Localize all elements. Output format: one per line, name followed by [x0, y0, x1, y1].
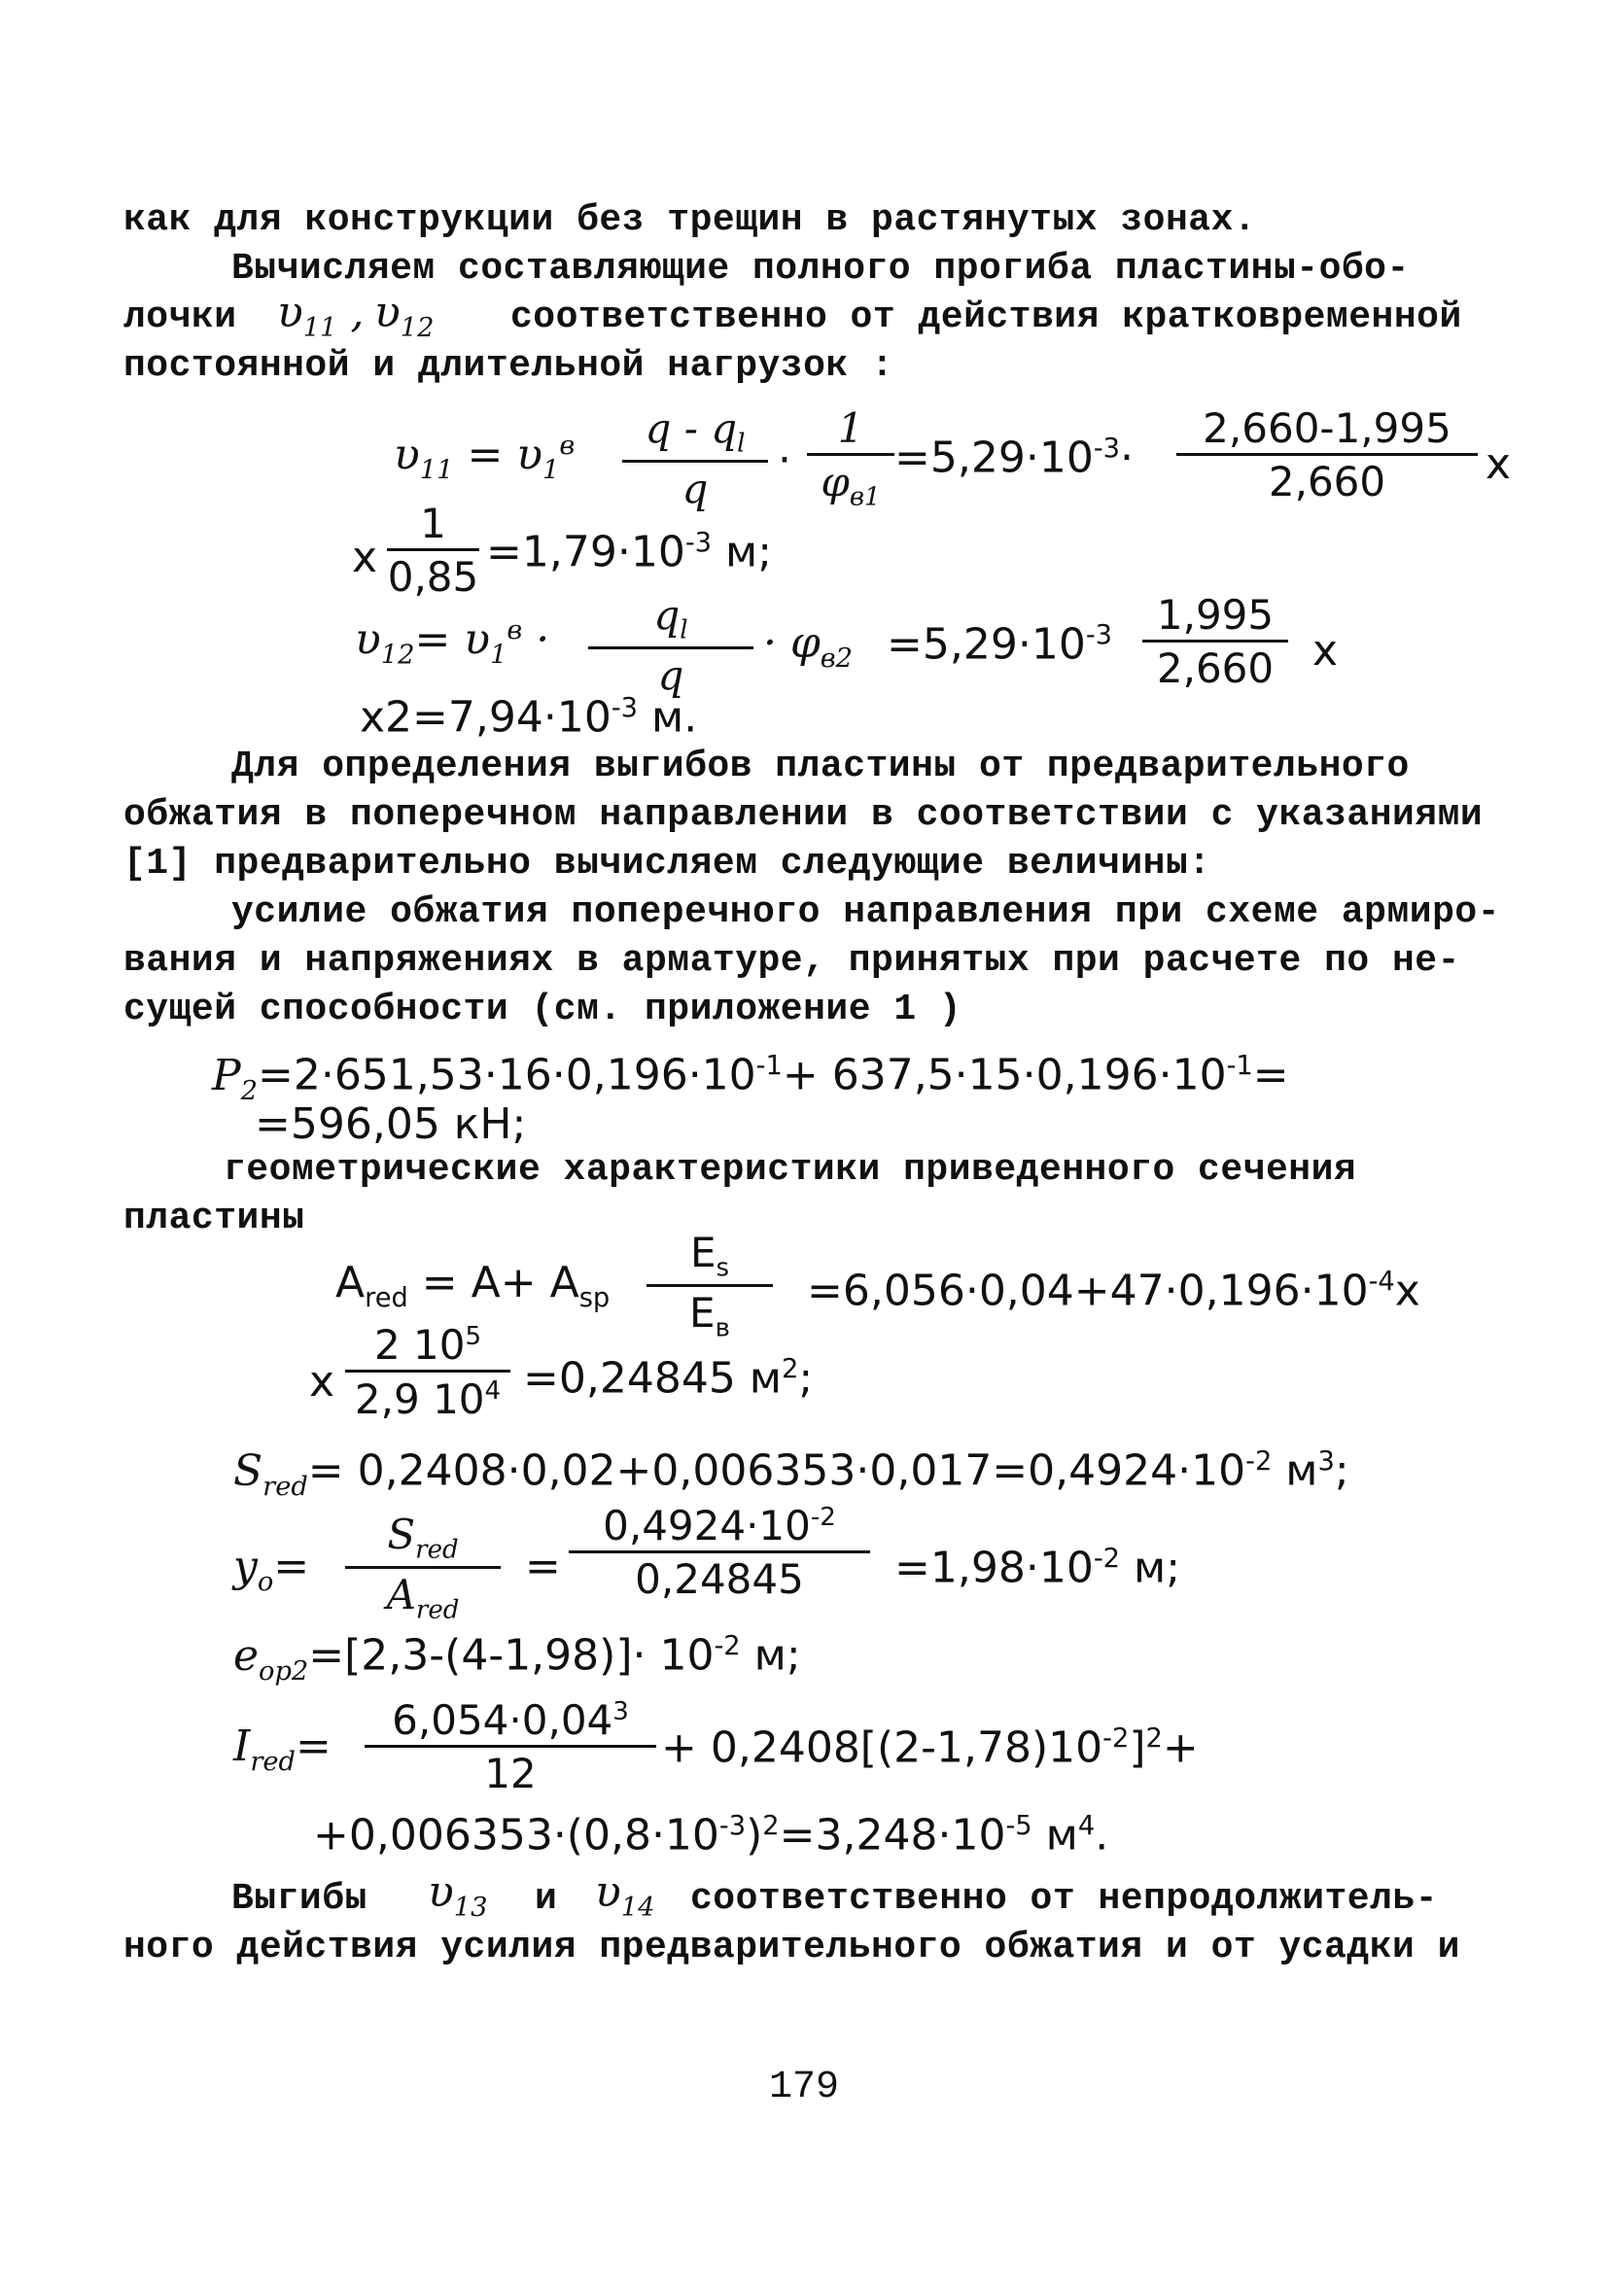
- equation-value: $=1,98\cdot 10^{-2}$ м;: [894, 1543, 1181, 1593]
- fraction: $\frac{q_l}{q}$: [588, 595, 753, 696]
- fraction: $\frac{6,054\cdot 0,04^3}{12}$: [365, 1699, 656, 1794]
- symbol-v13: $\upsilon_{13}$: [428, 1867, 488, 1923]
- equation-value: + $0,2408[(2-1,78)10^{-2}]^2+$: [661, 1722, 1199, 1773]
- text-line: постоянной и длительной нагрузок :: [123, 345, 894, 387]
- equation-result: =596,05 кН;: [255, 1099, 527, 1149]
- equation-lhs: $\upsilon_{12}= \upsilon_1^в$ ·: [355, 614, 550, 671]
- text-line: геометрические характеристики приведенного сечения: [224, 1149, 1357, 1191]
- equation-lhs: $y_o=$: [233, 1542, 310, 1597]
- equation-value: $=5,29\cdot 10^{-3}\cdot$: [894, 433, 1134, 483]
- multiply-sign: x: [1486, 439, 1512, 489]
- equation-value: $=1,79\cdot 10^{-3}$ м;: [486, 527, 773, 577]
- equation: $S_{red}= 0,2408\cdot 0,02+0,006353\cdot 0,017=0,4924\cdot 10^{-2}$ $м^3$;: [233, 1445, 1349, 1502]
- fraction: $\frac{1}{0,85}$: [387, 500, 479, 601]
- equation-value: $=5,29\cdot 10^{-3}$: [887, 619, 1112, 670]
- equation-value: $=6,056\cdot 0,04+47\cdot 0,196\cdot 10^{-4}x$: [807, 1266, 1420, 1316]
- fraction: 1 $\varphi_{в1}$: [807, 408, 894, 509]
- symbol-v14: $\upsilon_{14}$: [595, 1867, 655, 1923]
- fraction: $S_{red}$ $A_{red}$: [345, 1514, 501, 1623]
- fraction: $\frac{2,660-1,995}{2,660}$: [1176, 408, 1478, 503]
- fraction: $\frac{2 10^5}{2,9 10^4}$: [345, 1324, 510, 1420]
- text-line: вания и напряжениях в арматуре, принятых при расчете по не-: [123, 940, 1460, 982]
- dot: ·: [778, 435, 791, 485]
- fraction: $\frac{0,4924\cdot 10^{-2}}{0,24845}$: [569, 1505, 870, 1600]
- text-line: усилие обжатия поперечного направления при схеме армиро-: [231, 891, 1501, 933]
- text-line: обжатия в поперечном направлении в соответствии с указаниями: [123, 794, 1484, 836]
- text-line: [1] предварительно вычисляем следующие величины:: [123, 843, 1211, 885]
- phi-symbol: · $\varphi_{в2}$: [763, 618, 853, 674]
- equation-lhs: $I_{red}=$: [233, 1722, 332, 1777]
- text-line: пластины: [123, 1198, 305, 1239]
- text-line: сущей способности (см. приложение 1 ): [123, 989, 962, 1030]
- multiply-sign: x: [309, 1357, 335, 1407]
- text-line: Выгибы: [231, 1878, 367, 1920]
- equation-lhs: $\upsilon_{11} = \upsilon_1^в$: [394, 430, 576, 486]
- page-number: 179: [768, 2066, 839, 2109]
- text-line: ного действия усилия предварительного обжатия и от усадки и: [123, 1927, 1460, 1968]
- equation-value: =0,24845 $м^2$;: [523, 1353, 814, 1404]
- equation: $P_2=2\cdot 651,53\cdot 16\cdot 0,196\cdot 10^{-1}+ 637,5\cdot 15\cdot 0,196\cdot 10^{-1}=$: [212, 1050, 1289, 1106]
- text-line: соответственно от действия кратковременной: [510, 296, 1462, 338]
- symbol-v11: $\upsilon_{11}$ ,: [277, 288, 365, 343]
- fraction: $E_s$ $E_в$: [647, 1233, 773, 1341]
- text-line: соответственно от непродолжитель-: [690, 1878, 1439, 1920]
- text-line: и: [535, 1878, 558, 1920]
- text-line: лочки: [123, 296, 237, 338]
- equals: =: [525, 1542, 561, 1591]
- equation-value: $+0,006353\cdot(0,8\cdot 10^{-3})^2=3,248\cdot 10^{-5}$ $м^4$.: [313, 1810, 1109, 1861]
- fraction: $\frac{q - q_l}{q}$: [622, 408, 768, 509]
- multiply-sign: x: [1312, 626, 1339, 676]
- text-line: Вычисляем составляющие полного прогиба пластины-обо-: [231, 248, 1410, 290]
- equation-value: $x2=7,94\cdot 10^{-3}$ м.: [360, 692, 698, 743]
- fraction: $\frac{1,995}{2,660}$: [1142, 595, 1288, 689]
- text-line: как для конструкции без трещин в растянутых зонах.: [123, 199, 1257, 241]
- equation: $e_{op2}=[2,3-(4-1,98)]\cdot 10^{-2}$ м;: [233, 1630, 801, 1687]
- text-line: Для определения выгибов пластины от предварительного: [231, 746, 1410, 787]
- equation-lhs: $A_{red} = A+ A_{sp}$: [335, 1258, 611, 1313]
- symbol-v12: $\upsilon_{12}$: [374, 288, 435, 343]
- multiply-sign: x: [352, 533, 378, 582]
